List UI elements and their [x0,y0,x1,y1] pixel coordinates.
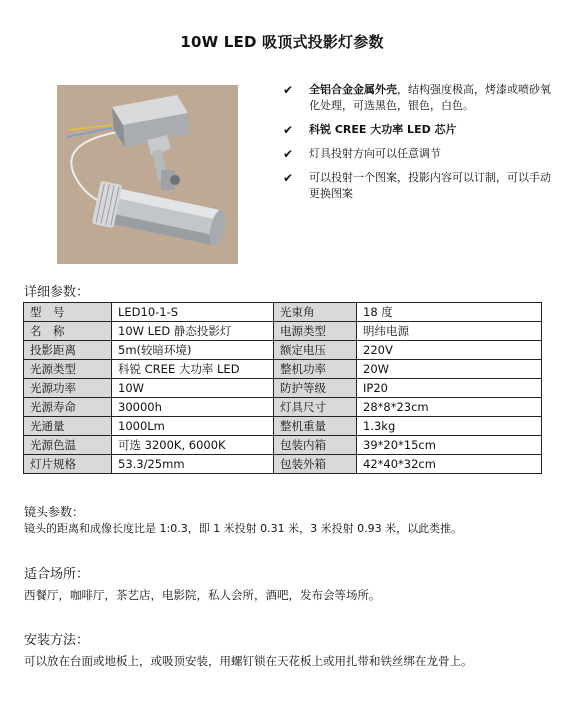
spec-value: 科锐 CREE 大功率 LED [112,360,274,379]
spec-key: 光束角 [274,303,357,322]
table-row [24,341,542,360]
product-photo [57,85,238,264]
page-title: 10W LED 吸顶式投影灯参数 [180,33,384,51]
spec-value: 10W [112,379,274,398]
spec-key: 名 称 [24,322,112,341]
spec-key: 型 号 [24,303,112,322]
table-row [24,379,542,398]
spec-key: 光源寿命 [24,398,112,417]
spec-key: 光源功率 [24,379,112,398]
venues-label: 适合场所： [24,567,90,582]
spec-value: LED10-1-S [112,303,274,322]
spec-value: 1000Lm [112,417,274,436]
spec-key: 额定电压 [274,341,357,360]
spec-value: IP20 [357,379,542,398]
table-row [24,417,542,436]
install-text: 可以放在台面或地板上，或吸顶安装，用螺钉锁在天花板上或用扎带和铁丝绑在龙骨上。 [24,654,473,668]
table-row [24,322,542,341]
spec-key: 灯片规格 [24,455,112,474]
spec-value: 5m(较暗环境) [112,341,274,360]
spec-key: 防护等级 [274,379,357,398]
check-icon: ✔ [283,147,294,161]
check-icon: ✔ [283,83,294,97]
spec-key: 包装外箱 [274,455,357,474]
spec-value: 39*20*15cm [357,436,542,455]
spec-value: 53.3/25mm [112,455,274,474]
install-label: 安装方法： [24,633,90,648]
table-row [24,398,542,417]
spec-value: 30000h [112,398,274,417]
spec-key: 整机重量 [274,417,357,436]
spec-key: 包装内箱 [274,436,357,455]
details-label: 详细参数： [24,285,90,300]
table-row [24,436,542,455]
lens-text: 镜头的距离和成像长度比是 1:0.3，即 1 米投射 0.31 米，3 米投射 0.93 米，以此类推。 [24,522,463,535]
check-icon: ✔ [283,171,294,185]
spec-value: 18 度 [357,303,542,322]
spec-value: 20W [357,360,542,379]
feature-item: ✔ 科锐 CREE 大功率 LED 芯片 [283,123,457,137]
projector-lamp-image [57,85,238,264]
spec-key: 光通量 [24,417,112,436]
feature-item: ✔ 灯具投射方向可以任意调节 [283,147,441,161]
feature-item: ✔ 全铝合金金属外壳，结构强度极高，烤漆或喷砂氧化处理，可选黑色，银色，白色。 [283,83,551,112]
venues-text: 西餐厅，咖啡厅，茶艺店，电影院，私人会所，酒吧，发布会等场所。 [24,588,381,602]
feature-item: ✔ 可以投射一个图案，投影内容可以订制，可以手动更换图案 [283,171,551,200]
table-row [24,303,542,322]
feature-list [283,82,553,210]
spec-value: 10W LED 静态投影灯 [112,322,274,341]
spec-value: 1.3kg [357,417,542,436]
spec-key: 整机功率 [274,360,357,379]
spec-key: 灯具尺寸 [274,398,357,417]
table-row [24,360,542,379]
spec-key: 光源类型 [24,360,112,379]
spec-table [23,302,542,474]
spec-value: 可选 3200K, 6000K [112,436,274,455]
spec-key: 投影距离 [24,341,112,360]
spec-value: 明纬电源 [357,322,542,341]
spec-key: 光源色温 [24,436,112,455]
spec-key: 电源类型 [274,322,357,341]
spec-value: 28*8*23cm [357,398,542,417]
lens-label: 镜头参数： [24,505,85,519]
spec-value: 220V [357,341,542,360]
check-icon: ✔ [283,123,294,137]
table-row [24,455,542,474]
spec-value: 42*40*32cm [357,455,542,474]
